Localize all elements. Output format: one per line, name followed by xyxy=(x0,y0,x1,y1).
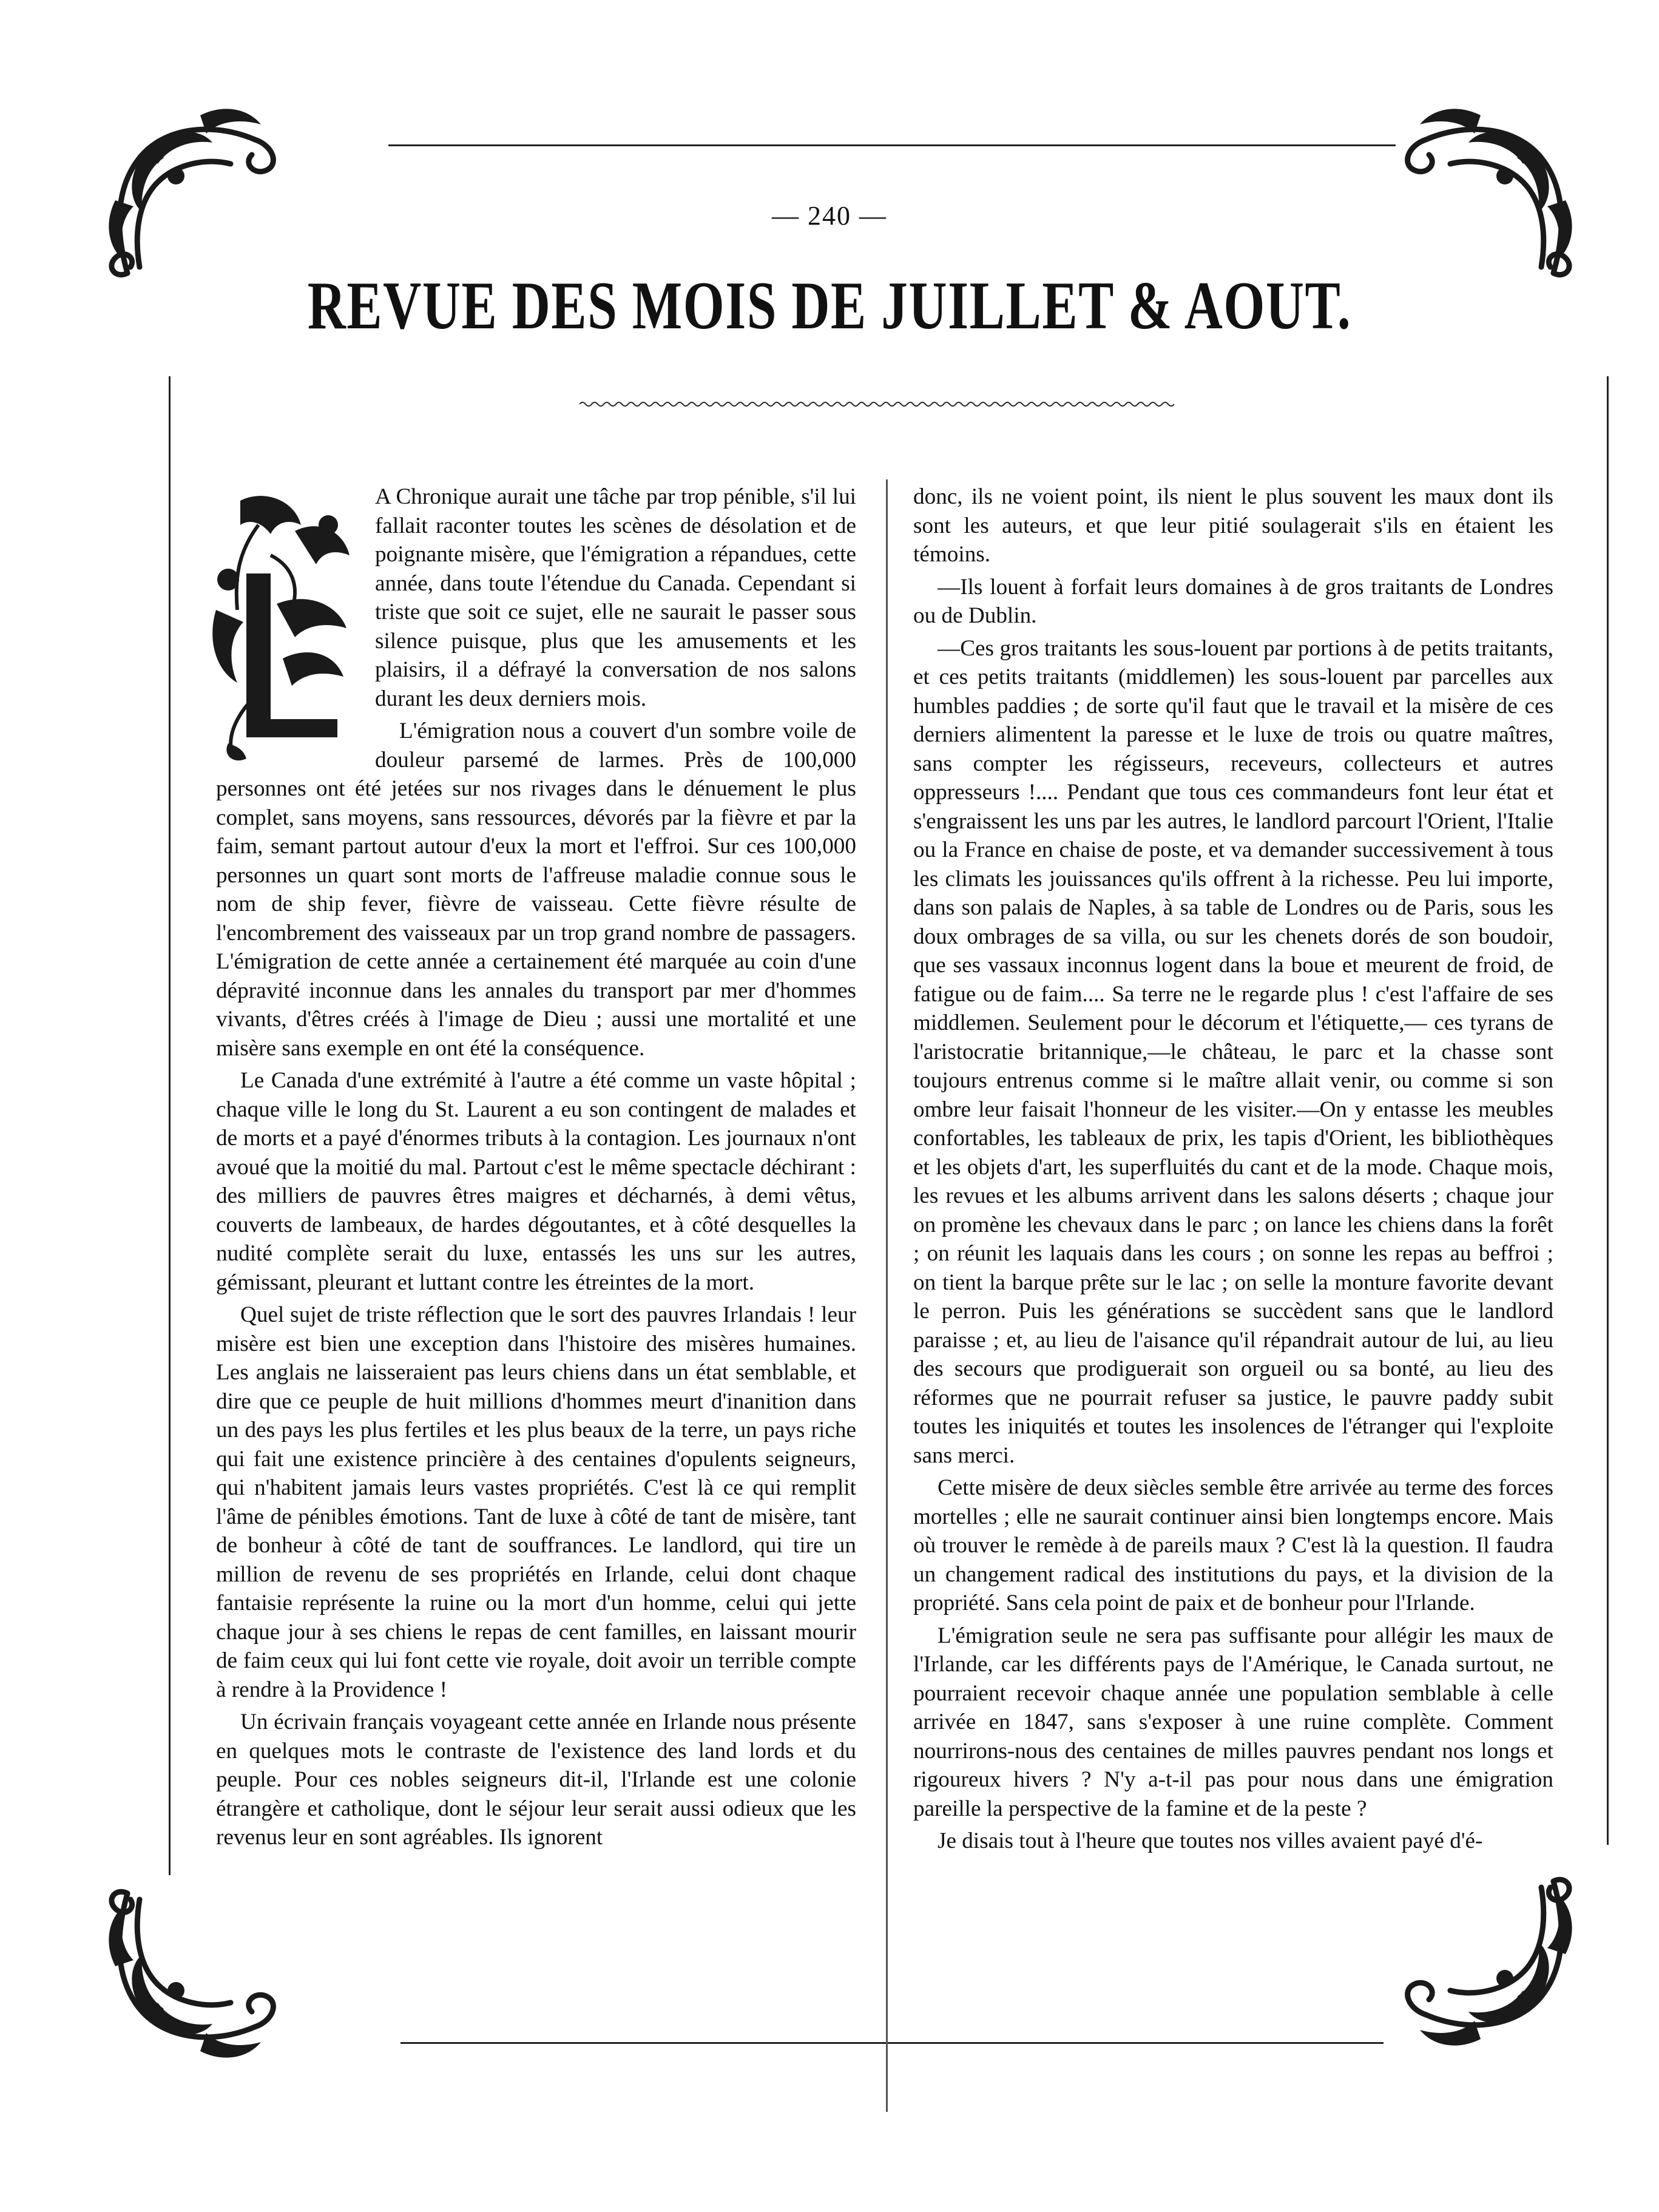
page-title: REVUE DES MOIS DE JUILLET & AOUT. xyxy=(307,268,1352,343)
paragraph-text: A Chronique aurait une tâche par trop pénible, s'il lui fallait raconter toutes les scènes de désolation et de poignante misère, que l'émigration a répandues, cette année, dans toute l'étendue du Canada. Cependant si triste que soit ce sujet, elle ne saurait le passer sous silence puisque, plus que les amusements et les plaisirs, il a défrayé la conversation de nos salons durant les deux derniers mois. xyxy=(375,484,856,711)
frame-top-line xyxy=(388,144,1396,146)
column-divider xyxy=(886,479,888,2112)
article-column-right xyxy=(913,482,1553,1859)
title-wavy-rule xyxy=(579,401,1174,408)
article-paragraph xyxy=(216,482,856,713)
corner-ornament-top-right xyxy=(1390,91,1590,291)
article-paragraph: Cette misère de deux siècles semble être arrivée au terme des forces mortelles ; elle ne saurait continuer ainsi bien longtemps encore. Mais où trouver le remède à de pareils maux ? C'est là la question. Il faudra un changement radical des institutions du pays, et la division de la propriété. Sans cela point de paix et de bonheur pour l'Irlande. xyxy=(913,1475,1553,1615)
frame-left-line xyxy=(169,376,171,1875)
article-column-left xyxy=(216,482,856,1856)
corner-ornament-bottom-right xyxy=(1390,1863,1590,2063)
article-paragraph: Je disais tout à l'heure que toutes nos villes avaient payé d'é- xyxy=(938,1828,1483,1853)
article-paragraph: L'émigration nous a couvert d'un sombre voile de douleur parsemé de larmes. Près de 100,000 personnes ont été jetées sur nos rivages dans le dénuement le plus complet, sans moyens, sans ressources, dévorés par la fièvre et par la faim, semant partout autour d'eux la mort et l'effroi. Sur ces 100,000 personnes un quart sont morts de l'affreuse maladie connue sous le nom de ship fever, fièvre de vaisseau. Cette fièvre résulte de l'encombrement des vaisseaux par un trop grand nombre de passagers. L'émigration de cette année a certainement été marquée au coin d'une dépravité inconnue dans les annales du transport par mer d'hommes vivants, d'êtres créés à l'image de Dieu ; aussi une mortalité et une misère sans exemple en ont été la conséquence. xyxy=(216,719,856,1061)
corner-ornament-top-left xyxy=(91,91,291,291)
article-paragraph: Quel sujet de triste réflection que le sort des pauvres Irlandais ! leur misère est bien une exception dans l'histoire des misères humaines. Les anglais ne laisseraient pas leurs chiens dans un état semblable, et dire que ce peuple de huit millions d'hommes meurt d'inanition dans un des pays les plus fertiles et les plus beaux de la terre, un pays riche qui fait une existence princière à des centaines d'opulents seigneurs, qui n'habitent jamais leurs vastes propriétés. C'est là ce qui remplit l'âme de pénibles émotions. Tant de luxe à côté de tant de misère, tant de bonheur à côté de tant de souffrances. Le landlord, qui tire un million de revenu de ses propriétés en Irlande, celui dont chaque fantaisie représente la ruine ou la mort d'un homme, celui qui jette chaque jour à ses chiens le repas de cent familles, en laissant mourir de faim ceux qui lui font cette vie royale, doit avoir un terrible compte à rendre à la Providence ! xyxy=(216,1302,856,1702)
article-paragraph: L'émigration seule ne sera pas suffisante pour allégir les maux de l'Irlande, car les différents pays de l'Amérique, le Canada surtout, ne pourraient recevoir chaque année une population semblable à celle arrivée en 1847, sans s'exposer à une ruine complète. Comment nourrirons-nous des centaines de milles pauvres pendant nos longs et rigoureux hivers ? N'y a-t-il pas pour nous dans une émigration pareille la perspective de la famine et de la peste ? xyxy=(913,1623,1553,1821)
corner-ornament-bottom-left xyxy=(91,1875,291,2075)
article-paragraph: donc, ils ne voient point, ils nient le plus souvent les maux dont ils sont les auteurs, et que leur pitié soulagerait s'ils en étaient les témoins. xyxy=(913,484,1553,567)
floral-dropcap-icon xyxy=(204,489,362,768)
article-paragraph: —Ces gros traitants les sous-louent par portions à de petits traitants, et ces petits traitants (middlemen) les sous-louent par parcelles aux humbles paddies ; de sorte qu'il faut que le travail et la misère de ces derniers alimentent la paresse et le luxe de trois ou quatre maîtres, sans compter les régisseurs, receveurs, collecteurs et autres oppresseurs !.... Pendant que tous ces commandeurs font leur état et s'engraissent les uns par les autres, le landlord parcourt l'Orient, l'Italie ou la France en chaise de poste, et va demander successivement à tous les climats les jouissances qu'ils offrent à la richesse. Peu lui importe, dans son palais de Naples, à sa table de Londres ou de Paris, sous les doux ombrages de sa villa, ou sur les chenets dorés de son boudoir, que ses vassaux inconnus logent dans la boue et meurent de froid, de fatigue ou de faim.... Sa terre ne le regarde plus ! c'est l'affaire de ses middlemen. Seulement pour le décorum et l'étiquette,— ces tyrans de l'aristocratie britannique,—le château, le parc et la chasse sont toujours entrenus comme si le maître allait venir, ou comme si son ombre leur faisait l'honneur de les visiter.—On y entasse les meubles confortables, les tableaux de prix, les tapis d'Orient, les bibliothèques et les objets d'art, les superfluités du cant et de la mode. Chaque mois, les revues et les albums arrivent dans les salons déserts ; chaque jour on promène les chevaux dans le parc ; on lance les chiens dans la forêt ; on réunit les laquais dans les cours ; on sonne les repas au beffroi ; on tient la barque prête sur le lac ; on selle la monture favorite devant le perron. Puis les générations se succèdent sans que le landlord paraisse ; et, au lieu de l'aisance qu'il répandrait autour de lui, au lieu des secours que prodiguerait son orgueil ou sa bonté, au lieu des réformes que ne pourrait refuser sa justice, le pauvre paddy subit toutes les iniquités et toutes les insolences de l'étranger qui l'exploite sans merci. xyxy=(913,635,1553,1468)
article-paragraph: —Ils louent à forfait leurs domaines à de gros traitants de Londres ou de Dublin. xyxy=(913,574,1553,628)
frame-right-line xyxy=(1607,376,1609,1845)
article-paragraph: Le Canada d'une extrémité à l'autre a été comme un vaste hôpital ; chaque ville le long du St. Laurent a eu son contingent de malades et de morts et a payé d'énormes tributs à la contagion. Les journaux n'ont avoué que la moitié du mal. Partout c'est le même spectacle déchirant : des milliers de pauvres êtres maigres et décharnés, à demi vêtus, couverts de lambeaux, de hardes dégoutantes, et à côté desquelles la nudité complète serait du luxe, entassés les uns sur les autres, gémissant, pleurant et luttant contre les étreintes de la mort. xyxy=(216,1068,856,1295)
page-number: — 240 — xyxy=(772,201,887,231)
frame-bottom-line xyxy=(400,2042,1384,2044)
article-paragraph: Un écrivain français voyageant cette année en Irlande nous présente en quelques mots le contraste de l'existence des land lords et du peuple. Pour ces nobles seigneurs dit-il, l'Irlande est une colonie étrangère et catholique, dont le séjour leur serait aussi odieux que les revenus leur en sont agréables. Ils ignorent xyxy=(216,1710,856,1850)
